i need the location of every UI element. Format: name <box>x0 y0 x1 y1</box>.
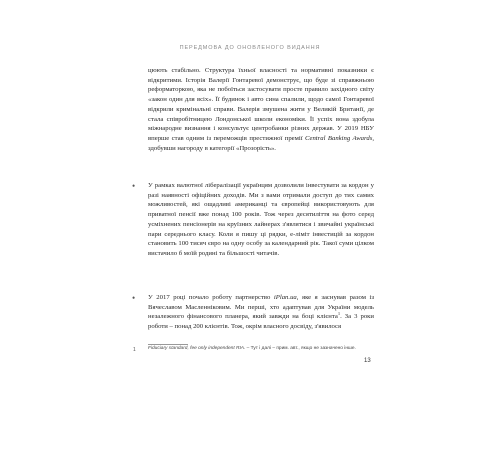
page-number: 13 <box>364 358 371 364</box>
paragraph-text: У рамках валютної лібералізації українцям дозволили інвестувати за кордон у разі наявності офіційних доходів. Ми з вами отримали доступ до тих самих можливостей, які ощадливі американці та європейці використовують для приватної пенсії вже понад 100 років. Тож через десятиліття на фото серед усміхнених пенсіонерів на круїзних лайнерах з'являтися і звичайні українські пари середнього класу. Коли я пишу ці рядки, е-ліміт інвестицій за кордон становить 100 тисяч євро на одну особу за календарний рік. Такої суми цілком вистачило б моїй родині та більшості читачів. <box>148 182 374 257</box>
footnote-number: 1 <box>133 347 136 353</box>
paragraph-continuation <box>148 66 374 153</box>
bullet-marker: • <box>132 181 136 191</box>
paragraph-text-end: , здобувши нагороду в категорії «Прозорість». <box>148 134 374 152</box>
company-name: iPlan.ua <box>273 294 297 301</box>
footnote-body: . – Тут і далі – прим. авт., якщо не зазначено інше. <box>244 346 356 351</box>
paragraph-text-middle: , яке я заснував разом із Вячеславом Масленніковим. Ми перші, хто адаптував для України модель незалежного фінансового планера, який завжди на боці клієнта <box>148 294 374 321</box>
running-header: ПЕРЕДМОВА ДО ОНОВЛЕНОГО ВИДАННЯ <box>179 45 321 51</box>
footnote-text <box>148 346 372 352</box>
paragraph-text: У 2017 році почало роботу партнерство <box>148 294 274 301</box>
footnote-divider <box>148 344 188 345</box>
award-name: Central Banking Awards <box>305 134 373 142</box>
bullet-paragraph-iplan <box>148 293 374 332</box>
bullet-marker: • <box>132 293 136 303</box>
footnote-reference: 1 <box>337 311 341 317</box>
paragraph-text-end: . За 3 роки роботи – понад 200 клієнтів. Тож, окрім власного досвіду, з'явилося <box>148 313 374 331</box>
paragraph-text: цюють стабільно. Структура їхньої власності та нормативні показники є відкритими. Історія Валерії Гонтаревої демонструє, що буде зі справжньою реформаторкою, яка не побоїться застосувати просте правило західного світу «закон один для всіх». Її будинок і авто сина спалили, щодо самої Гонтаревої відкрили кримінальні справи. Валерія змушена жити у Великій Британії, де стала співробітницею Лондонської школи економіки. Її успіх вона здобула міжнародне визнання і консультує центробанки різних держав. У 2019 НБУ вперше став одним із переможців престижної премії <box>148 67 374 142</box>
bullet-paragraph-liberalization <box>148 181 374 259</box>
footnote-term: Fiduciary standard, fee only independent RIA <box>148 346 244 351</box>
